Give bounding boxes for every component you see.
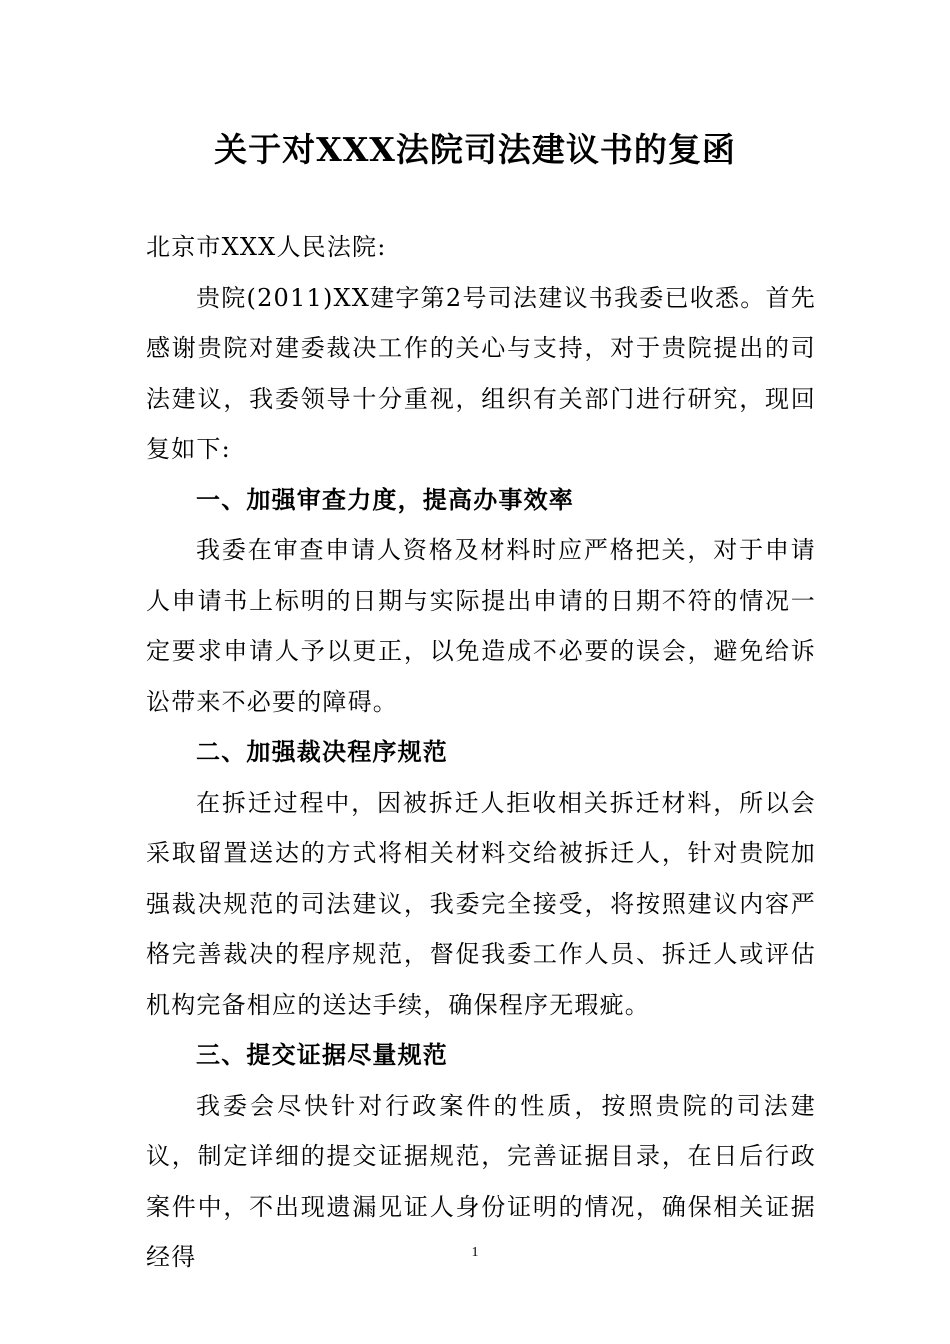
page-number: 1 xyxy=(471,1245,479,1260)
section-3-body: 我委会尽快针对行政案件的性质，按照贵院的司法建议，制定详细的提交证据规范，完善证据目录，在日后行政案件中，不出现遗漏见证人身份证明的情况，确保相关证据经得 xyxy=(146,1091,816,1271)
intro-paragraph: 贵院(2011)XX建字第2号司法建议书我委已收悉。首先感谢贵院对建委裁决工作的关心与支持，对于贵院提出的司法建议，我委领导十分重视，组织有关部门进行研究，现回复如下: xyxy=(146,283,816,463)
section-3-heading: 三、提交证据尽量规范 xyxy=(196,1040,448,1069)
section-2-heading: 二、加强裁决程序规范 xyxy=(196,737,448,766)
salutation: 北京市XXX人民法院: xyxy=(146,233,387,261)
section-1-heading: 一、加强审查力度，提高办事效率 xyxy=(196,484,574,514)
document-body xyxy=(146,222,816,1283)
document-title: 关于对XXX法院司法建议书的复函 xyxy=(214,130,736,169)
section-2-body: 在拆迁过程中，因被拆迁人拒收相关拆迁材料，所以会采取留置送达的方式将相关材料交给被拆迁人，针对贵院加强裁决规范的司法建议，我委完全接受，将按照建议内容严格完善裁决的程序规范，督促我委工作人员、拆迁人或评估机构完备相应的送达手续，确保程序无瑕疵。 xyxy=(146,788,816,1019)
section-1-body: 我委在审查申请人资格及材料时应严格把关，对于申请人申请书上标明的日期与实际提出申请的日期不符的情况一定要求申请人予以更正，以免造成不必要的误会，避免给诉讼带来不必要的障碍。 xyxy=(146,536,816,716)
